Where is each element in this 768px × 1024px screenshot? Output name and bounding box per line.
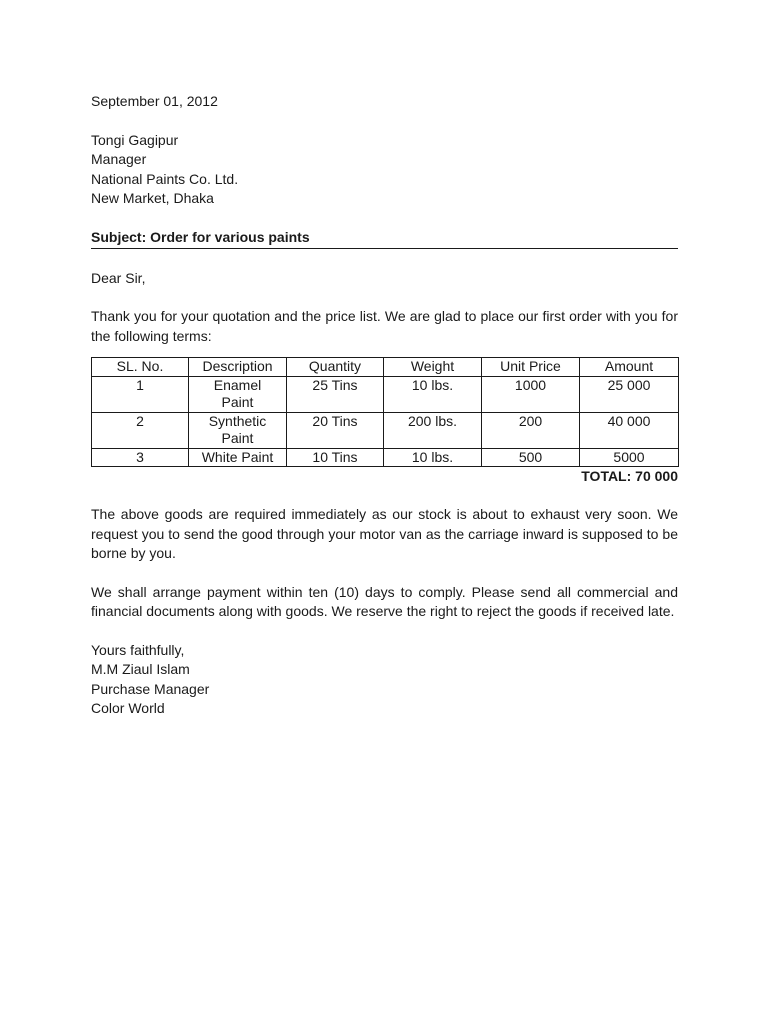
closing: Yours faithfully, [91,642,185,659]
table-row [92,412,679,448]
cell-quantity: 20 Tins [287,412,384,448]
recipient-name: Tongi Gagipur [91,131,179,148]
order-table [91,357,679,467]
cell-description: Enamel Paint [189,376,287,412]
letter-subject: Subject: Order for various paints [91,228,678,249]
letter [91,92,678,719]
table-header-row [92,358,679,377]
cell-amount: 25 000 [580,376,679,412]
table-row [92,376,679,412]
cell-weight: 10 lbs. [384,376,482,412]
cell-quantity: 25 Tins [287,376,384,412]
cell-sl-no: 3 [92,448,189,467]
recipient-company: National Paints Co. Ltd. [91,170,239,187]
signatory-company: Color World [91,700,165,717]
header-quantity: Quantity [287,358,384,377]
recipient-title: Manager [91,151,147,168]
recipient-block [91,131,678,209]
recipient-address: New Market, Dhaka [91,190,214,207]
cell-amount: 5000 [580,448,679,467]
cell-amount: 40 000 [580,412,679,448]
header-sl-no: SL. No. [92,358,189,377]
header-amount: Amount [580,358,679,377]
table-row [92,448,679,467]
order-total: TOTAL: 70 000 [581,468,678,485]
header-unit-price: Unit Price [482,358,580,377]
cell-unit-price: 1000 [482,376,580,412]
signature-block [91,660,678,718]
intro-paragraph: Thank you for your quotation and the price list. We are glad to place our first order with you for the following terms: [91,308,678,344]
cell-sl-no: 2 [92,412,189,448]
cell-weight: 10 lbs. [384,448,482,467]
cell-unit-price: 200 [482,412,580,448]
header-weight: Weight [384,358,482,377]
cell-description: Synthetic Paint [189,412,287,448]
cell-weight: 200 lbs. [384,412,482,448]
salutation: Dear Sir, [91,269,146,286]
cell-quantity: 10 Tins [287,448,384,467]
cell-sl-no: 1 [92,376,189,412]
cell-unit-price: 500 [482,448,580,467]
cell-description: White Paint [189,448,287,467]
letter-date: September 01, 2012 [91,93,218,109]
signatory-name: M.M Ziaul Islam [91,661,190,678]
body-paragraph-1: The above goods are required immediately as our stock is about to exhaust very soon. We request you to send the good through your motor van as the carriage inward is supposed to be borne by you. [91,506,678,562]
body-paragraph-2: We shall arrange payment within ten (10) days to comply. Please send all commercial and financial documents along with goods. We reserve the right to reject the goods if received late. [91,583,678,620]
header-description: Description [189,358,287,377]
signatory-title: Purchase Manager [91,680,210,697]
